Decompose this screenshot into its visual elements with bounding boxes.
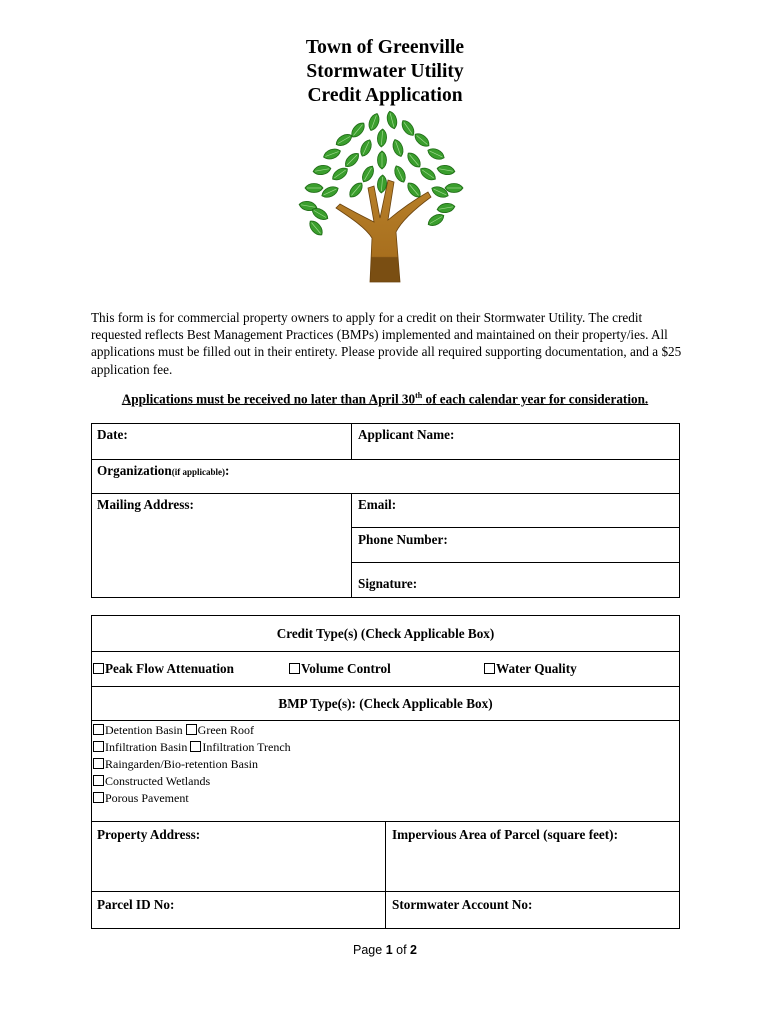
property-address-field[interactable]: Property Address: <box>97 827 201 842</box>
mailing-address-field[interactable]: Mailing Address: <box>97 497 194 512</box>
deadline-superscript: th <box>415 391 423 400</box>
page-footer <box>0 943 770 957</box>
title-town: Town of Greenville <box>305 37 465 58</box>
water-quality-checkbox[interactable] <box>484 663 495 674</box>
organization-label: Organization <box>97 463 172 478</box>
bmp-row <box>93 790 189 806</box>
infiltration-basin-label: Infiltration Basin <box>105 740 188 754</box>
form-title <box>0 36 770 108</box>
impervious-area-field[interactable]: Impervious Area of Parcel (square feet): <box>392 827 618 842</box>
title-application: Credit Application <box>307 85 463 106</box>
bmp-row <box>93 722 254 738</box>
credit-water-quality[interactable] <box>482 657 678 681</box>
deadline-notice <box>91 391 679 407</box>
deadline-text: Applications must be received no later than April 30 <box>121 391 416 407</box>
intro-paragraph: This form is for commercial property owners to apply for a credit on their Stormwater Utility. The credit requested reflects Best Management Practices (BMPs) implemented and maintained on their property/ies. All applications must be filled out in their entirety. Please provide all required supporting documentation, and a $25 application fee. <box>91 310 682 377</box>
volume-control-checkbox[interactable] <box>289 663 300 674</box>
bmp-row <box>93 756 258 772</box>
email-field[interactable]: Email: <box>358 497 397 512</box>
peak-flow-label: Peak Flow Attenuation <box>105 661 234 676</box>
green-roof-checkbox[interactable] <box>186 724 197 735</box>
applicant-name-field[interactable]: Applicant Name: <box>358 427 455 442</box>
volume-control-label: Volume Control <box>301 661 391 676</box>
detention-basin-checkbox[interactable] <box>93 724 104 735</box>
of-word: of <box>396 943 407 957</box>
phone-number-field[interactable]: Phone Number: <box>358 532 448 547</box>
stormwater-account-field[interactable]: Stormwater Account No: <box>392 897 533 912</box>
signature-field[interactable]: Signature: <box>358 576 418 591</box>
deadline-text-end: of each calendar year for consideration. <box>422 391 649 407</box>
page-word: Page <box>353 943 383 957</box>
porous-pavement-checkbox[interactable] <box>93 792 104 803</box>
porous-pavement-label: Porous Pavement <box>105 791 189 805</box>
green-roof-label: Green Roof <box>197 723 254 737</box>
bmp-type-heading: BMP Type(s): (Check Applicable Box) <box>278 696 493 711</box>
divider <box>351 562 680 563</box>
bmp-row <box>93 773 210 789</box>
credit-peak-flow[interactable] <box>91 657 287 681</box>
organization-field[interactable] <box>91 459 680 493</box>
infiltration-trench-checkbox[interactable] <box>190 741 201 752</box>
page-number: 1 <box>385 943 393 957</box>
raingarden-checkbox[interactable] <box>93 758 104 769</box>
parcel-id-field[interactable]: Parcel ID No: <box>97 897 175 912</box>
peak-flow-checkbox[interactable] <box>93 663 104 674</box>
credit-volume-control[interactable] <box>287 657 483 681</box>
raingarden-label: Raingarden/Bio-retention Basin <box>105 757 258 771</box>
date-field[interactable]: Date: <box>97 427 128 442</box>
divider <box>91 651 680 652</box>
credit-type-heading: Credit Type(s) (Check Applicable Box) <box>276 626 495 641</box>
water-quality-label: Water Quality <box>496 661 577 676</box>
divider <box>91 686 680 687</box>
infiltration-basin-checkbox[interactable] <box>93 741 104 752</box>
organization-colon: : <box>224 463 230 478</box>
bmp-row <box>93 739 291 755</box>
constructed-wetlands-checkbox[interactable] <box>93 775 104 786</box>
detention-basin-label: Detention Basin <box>105 723 183 737</box>
total-pages: 2 <box>410 943 417 957</box>
divider <box>91 720 680 721</box>
infiltration-trench-label: Infiltration Trench <box>202 740 291 754</box>
constructed-wetlands-label: Constructed Wetlands <box>105 774 211 788</box>
title-utility: Stormwater Utility <box>306 61 464 82</box>
organization-note: (if applicable) <box>171 467 225 477</box>
tree-icon <box>296 110 466 288</box>
